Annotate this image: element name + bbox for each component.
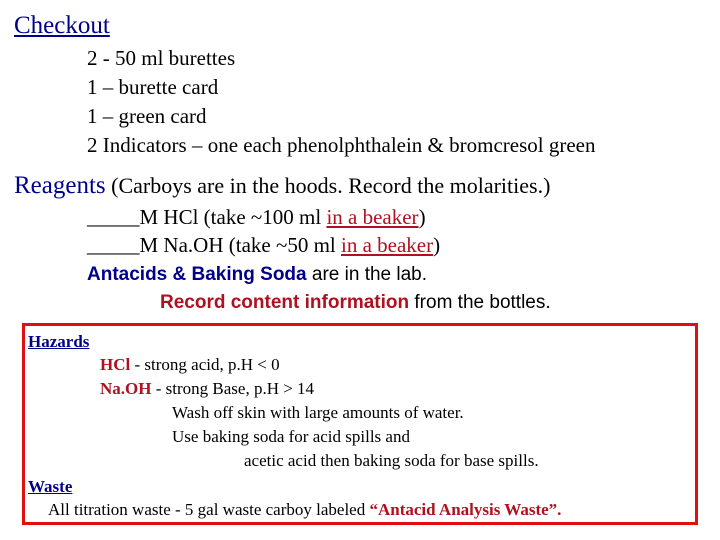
checkout-heading: Checkout	[14, 12, 110, 39]
hazard-spill-base: acetic acid then baking soda for base spills.	[244, 451, 539, 470]
hazard-hcl-line	[100, 356, 280, 373]
checkout-item-indicators: 2 Indicators – one each phenolphthalein & bromcresol green	[87, 133, 596, 157]
waste-text: All titration waste - 5 gal waste carboy labeled	[48, 500, 370, 519]
waste-label: “Antacid Analysis Waste”.	[369, 500, 562, 519]
hazard-naoh-label: Na.OH	[100, 379, 152, 398]
reagent-hcl-suffix: )	[418, 205, 426, 229]
reagent-record-rest: from the bottles.	[409, 292, 551, 313]
checkout-item-green-card: 1 – green card	[87, 104, 207, 128]
hazards-heading: Hazards	[28, 332, 90, 351]
reagent-naoh-suffix: )	[433, 233, 441, 257]
waste-heading: Waste	[28, 477, 73, 496]
reagent-record-emph: Record content information	[160, 292, 410, 313]
reagent-hcl-beaker: in a beaker	[326, 205, 419, 229]
hazard-naoh-text: - strong Base, p.H > 14	[151, 379, 315, 398]
reagent-naoh-line	[87, 235, 440, 256]
reagents-note: (Carboys are in the hoods. Record the molarities.)	[105, 173, 551, 198]
hazard-naoh-line	[100, 380, 314, 397]
reagent-hcl-line	[87, 207, 426, 228]
reagent-record-line	[160, 291, 551, 314]
reagent-antacids-rest: are in the lab.	[306, 264, 428, 285]
hazard-spill-acid: Use baking soda for acid spills and	[172, 427, 410, 446]
reagent-antacids-emph: Antacids & Baking Soda	[87, 264, 307, 285]
waste-line	[48, 501, 561, 518]
reagent-naoh-prefix: _____M Na.OH (take ~50 ml	[87, 233, 341, 257]
reagents-line	[14, 172, 550, 200]
reagent-antacids-line	[87, 263, 427, 286]
checkout-item-burette-card: 1 – burette card	[87, 75, 219, 99]
hazard-hcl-text: - strong acid, p.H < 0	[130, 355, 280, 374]
reagent-hcl-prefix: _____M HCl (take ~100 ml	[87, 205, 327, 229]
checkout-item-burettes: 2 - 50 ml burettes	[87, 46, 236, 70]
hazard-wash: Wash off skin with large amounts of water.	[172, 403, 464, 422]
reagents-heading: Reagents	[14, 172, 106, 199]
hazard-hcl-label: HCl	[100, 355, 131, 374]
reagent-naoh-beaker: in a beaker	[341, 233, 434, 257]
hazards-box	[22, 323, 698, 525]
